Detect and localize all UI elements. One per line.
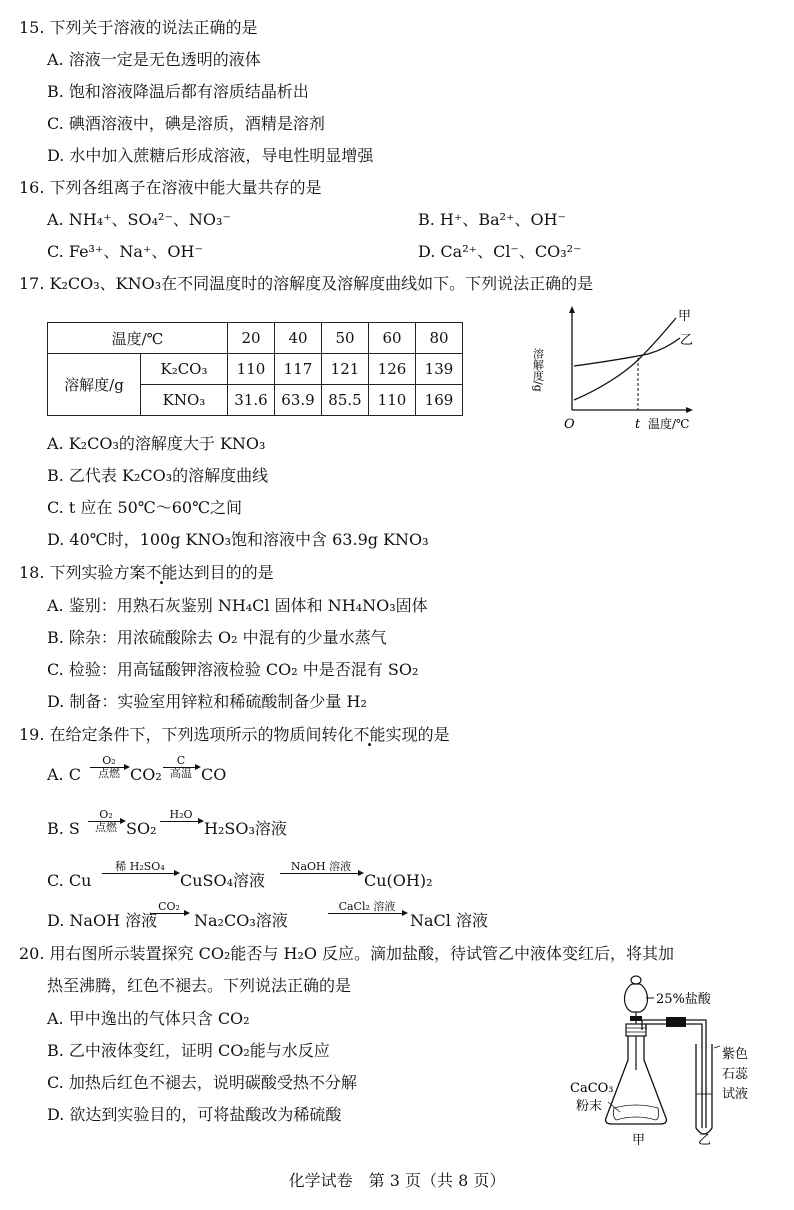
arrow-condition-bottom: 点燃 bbox=[98, 767, 120, 780]
q20-option-c: C. 加热后红色不褪去，说明碳酸受热不分解 bbox=[47, 1073, 357, 1092]
table-cell: 31.6 bbox=[228, 385, 275, 416]
q19-b-arrow-2 bbox=[160, 809, 202, 822]
table-row-name: K₂CO₃ bbox=[141, 354, 228, 385]
q17-option-b: B. 乙代表 K₂CO₃的溶解度曲线 bbox=[47, 466, 269, 485]
q19-option-a-end: CO bbox=[201, 765, 227, 784]
q15-stem: 15. 下列关于溶液的说法正确的是 bbox=[19, 18, 258, 37]
q16-stem: 16. 下列各组离子在溶液中能大量共存的是 bbox=[19, 178, 322, 197]
q16-option-d: D. Ca²⁺、Cl⁻、CO₃²⁻ bbox=[418, 242, 582, 261]
q18-stem bbox=[19, 562, 274, 584]
arrow-icon bbox=[88, 821, 124, 822]
arrow-icon bbox=[328, 913, 406, 914]
q18-stem-emphasis: 不能 bbox=[145, 563, 178, 582]
apparatus-figure bbox=[556, 968, 776, 1148]
curve-yi bbox=[574, 338, 680, 366]
table-row-group-label: 溶解度/g bbox=[48, 354, 141, 416]
curve-jia-label: 甲 bbox=[678, 309, 692, 324]
powder-label-1: CaCO₃ bbox=[570, 1081, 614, 1096]
q19-option-d-end: NaCl 溶液 bbox=[410, 911, 488, 930]
q19-d-arrow-1 bbox=[150, 901, 188, 914]
arrow-condition-top: O₂ bbox=[102, 754, 116, 767]
arrow-condition-top: O₂ bbox=[99, 808, 113, 821]
table-temp-cell: 60 bbox=[369, 323, 416, 354]
q15-option-b: B. 饱和溶液降温后都有溶质结晶析出 bbox=[47, 82, 309, 101]
q19-stem-post: 实现的是 bbox=[385, 725, 450, 744]
q20-option-a: A. 甲中逸出的气体只含 CO₂ bbox=[47, 1009, 250, 1028]
table-cell: 126 bbox=[369, 354, 416, 385]
flask-label: 甲 bbox=[632, 1133, 646, 1148]
q16-option-a: A. NH₄⁺、SO₄²⁻、NO₃⁻ bbox=[47, 210, 231, 229]
arrow-icon bbox=[102, 873, 178, 874]
table-header-label: 温度/℃ bbox=[48, 323, 228, 354]
q19-option-c-mid: CuSO₄溶液 bbox=[180, 871, 266, 890]
q19-option-b-start: B. S bbox=[47, 819, 80, 838]
q19-option-a-mid: CO₂ bbox=[130, 765, 162, 784]
table-cell: 63.9 bbox=[275, 385, 322, 416]
q18-option-b: B. 除杂：用浓硫酸除去 O₂ 中混有的少量水蒸气 bbox=[47, 628, 387, 647]
q19-stem-emphasis: 不能 bbox=[353, 725, 386, 744]
arrow-icon bbox=[280, 873, 362, 874]
x-axis-label: 温度/℃ bbox=[648, 417, 690, 431]
x-axis-arrow bbox=[686, 407, 693, 413]
q19-c-arrow-2 bbox=[280, 861, 362, 874]
table-cell: 169 bbox=[416, 385, 463, 416]
q20-stem-line-2: 热至沸腾，红色不褪去。下列说法正确的是 bbox=[47, 976, 352, 995]
page-footer: 化学试卷 第 3 页（共 8 页） bbox=[288, 1171, 506, 1190]
q19-option-d-start: D. NaOH 溶液 bbox=[47, 911, 158, 930]
q19-a-arrow-2 bbox=[163, 755, 199, 780]
arrow-condition-bottom: 点燃 bbox=[95, 821, 117, 834]
solubility-table bbox=[47, 322, 463, 416]
arrow-icon bbox=[163, 767, 199, 768]
arrow-condition-top: 稀 H₂SO₄ bbox=[115, 860, 165, 873]
q20-option-d: D. 欲达到实验目的，可将盐酸改为稀硫酸 bbox=[47, 1105, 342, 1124]
q16-option-c: C. Fe³⁺、Na⁺、OH⁻ bbox=[47, 242, 203, 261]
arrow-condition-top: NaOH 溶液 bbox=[290, 860, 352, 873]
q19-d-arrow-2 bbox=[328, 901, 406, 914]
funnel-stopper bbox=[631, 976, 641, 984]
origin-label: O bbox=[564, 417, 575, 432]
table-cell: 121 bbox=[322, 354, 369, 385]
test-tube bbox=[696, 1044, 712, 1134]
q19-a-arrow-1 bbox=[90, 755, 128, 780]
arrow-condition-bottom: 高温 bbox=[170, 767, 192, 780]
q19-option-d-mid: Na₂CO₃溶液 bbox=[194, 911, 288, 930]
flask-stopper bbox=[626, 1024, 646, 1036]
q17-option-c: C. t 应在 50℃～60℃之间 bbox=[47, 498, 242, 517]
q17-stem: 17. K₂CO₃、KNO₃在不同温度时的溶解度及溶解度曲线如下。下列说法正确的是 bbox=[19, 274, 594, 293]
q18-stem-post: 达到目的的是 bbox=[177, 563, 274, 582]
q19-option-a-start: A. C bbox=[47, 765, 81, 784]
y-axis-arrow bbox=[569, 306, 575, 313]
q15-option-a: A. 溶液一定是无色透明的液体 bbox=[47, 50, 261, 69]
table-temp-cell: 40 bbox=[275, 323, 322, 354]
q19-option-c-start: C. Cu bbox=[47, 871, 92, 890]
q19-b-arrow-1 bbox=[88, 809, 124, 834]
arrow-icon bbox=[160, 821, 202, 822]
table-temp-cell: 50 bbox=[322, 323, 369, 354]
table-cell: 85.5 bbox=[322, 385, 369, 416]
tube-label: 乙 bbox=[698, 1133, 712, 1148]
t-label: t bbox=[635, 417, 641, 432]
q19-c-arrow-1 bbox=[102, 861, 178, 874]
q18-option-d: D. 制备：实验室用锌粒和稀硫酸制备少量 H₂ bbox=[47, 692, 367, 711]
q18-option-a: A. 鉴别：用熟石灰鉴别 NH₄Cl 固体和 NH₄NO₃固体 bbox=[47, 596, 428, 615]
table-cell: 117 bbox=[275, 354, 322, 385]
arrow-icon bbox=[90, 767, 128, 768]
q16-option-b: B. H⁺、Ba²⁺、OH⁻ bbox=[418, 210, 567, 229]
indicator-label-2: 石蕊 bbox=[722, 1067, 749, 1082]
q18-stem-pre: 18. 下列实验方案 bbox=[19, 563, 146, 582]
table-temp-cell: 20 bbox=[228, 323, 275, 354]
q20-stem-line-1: 20. 用右图所示装置探究 CO₂能否与 H₂O 反应。滴加盐酸，待试管乙中液体变红后，将其加 bbox=[19, 944, 675, 963]
q19-stem bbox=[19, 724, 450, 746]
funnel-stopcock bbox=[630, 1016, 642, 1021]
powder-label-2: 粉末 bbox=[576, 1099, 603, 1114]
table-row-name: KNO₃ bbox=[141, 385, 228, 416]
table-header-row bbox=[48, 323, 463, 354]
rubber-connector bbox=[666, 1017, 686, 1027]
q17-option-d: D. 40℃时，100g KNO₃饱和溶液中含 63.9g KNO₃ bbox=[47, 530, 429, 549]
table-cell: 110 bbox=[228, 354, 275, 385]
table-temp-cell: 80 bbox=[416, 323, 463, 354]
dropping-funnel bbox=[625, 984, 648, 1012]
arrow-condition-top: CaCl₂ 溶液 bbox=[338, 900, 396, 913]
q15-option-c: C. 碘酒溶液中，碘是溶质，酒精是溶剂 bbox=[47, 114, 325, 133]
indicator-leader-line bbox=[714, 1046, 720, 1048]
y-axis-label: 溶解度/g bbox=[531, 348, 545, 392]
q18-option-c: C. 检验：用高锰酸钾溶液检验 CO₂ 中是否混有 SO₂ bbox=[47, 660, 419, 679]
q15-option-d: D. 水中加入蔗糖后形成溶液，导电性明显增强 bbox=[47, 146, 374, 165]
q19-option-c-end: Cu(OH)₂ bbox=[364, 871, 433, 890]
indicator-label-3: 试液 bbox=[722, 1087, 749, 1102]
q19-option-b-end: H₂SO₃溶液 bbox=[204, 819, 287, 838]
curve-jia bbox=[574, 318, 676, 400]
table-cell: 110 bbox=[369, 385, 416, 416]
table-cell: 139 bbox=[416, 354, 463, 385]
arrow-condition-top: H₂O bbox=[169, 808, 193, 821]
q20-option-b: B. 乙中液体变红，证明 CO₂能与水反应 bbox=[47, 1041, 330, 1060]
acid-label: 25%盐酸 bbox=[656, 992, 711, 1007]
q17-option-a: A. K₂CO₃的溶解度大于 KNO₃ bbox=[47, 434, 266, 453]
indicator-label-1: 紫色 bbox=[722, 1047, 749, 1062]
q19-option-b-mid: SO₂ bbox=[126, 819, 157, 838]
solubility-curve-figure bbox=[528, 304, 708, 438]
arrow-condition-top: CO₂ bbox=[158, 900, 180, 913]
arrow-condition-top: C bbox=[176, 754, 186, 767]
arrow-icon bbox=[150, 913, 188, 914]
curve-yi-label: 乙 bbox=[680, 333, 694, 348]
table-row bbox=[48, 354, 463, 385]
flask-liquid bbox=[613, 1105, 658, 1120]
delivery-tube-inner bbox=[646, 1024, 702, 1128]
q19-stem-pre: 19. 在给定条件下，下列选项所示的物质间转化 bbox=[19, 725, 354, 744]
